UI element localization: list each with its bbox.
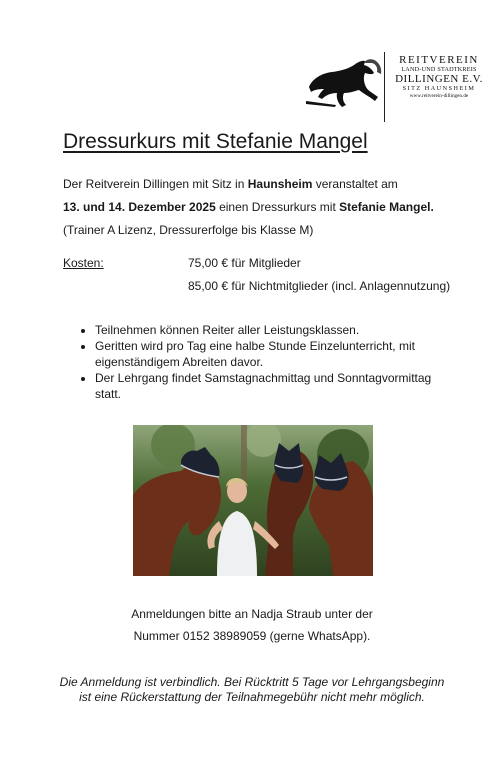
list-item: • Teilnehmen können Reiter aller Leistungsklassen. — [95, 322, 453, 338]
horse-jumping-icon — [306, 57, 386, 109]
logo-divider — [384, 52, 385, 122]
logo-line-1: REITVEREIN — [399, 54, 479, 66]
logo-line-2: LAND-UND STADTKREIS — [401, 66, 477, 73]
trainer-name: Stefanie Mangel. — [339, 200, 434, 214]
intro-location: Haunsheim — [247, 177, 313, 191]
logo-website: www.reitverein-dillingen.de — [409, 93, 469, 99]
costs-label: Kosten: — [63, 256, 104, 270]
page-title: Dressurkurs mit Stefanie Mangel — [63, 130, 368, 153]
intro-text: Der Reitverein Dillingen mit Sitz in — [63, 177, 248, 191]
cancellation-note-line-2: ist eine Rückerstattung der Teilnahmegebühr nicht mehr möglich. — [79, 690, 425, 704]
cancellation-note-line-1: Die Anmeldung ist verbindlich. Bei Rücktritt 5 Tage vor Lehrgangsbeginn — [59, 675, 445, 689]
logo-text — [388, 54, 490, 100]
registration-line-2: Nummer 0152 38989059 (gerne WhatsApp). — [133, 629, 371, 643]
registration-line-1: Anmeldungen bitte an Nadja Straub unter der — [131, 607, 373, 621]
list-item: • Der Lehrgang findet Samstagnachmittag und Sonntagvormittag statt. — [95, 370, 453, 402]
list-item: • Geritten wird pro Tag eine halbe Stunde Einzelunterricht, mit eigenständigem Abreiten davor. — [95, 338, 453, 370]
trainer-with-horses-photo — [133, 425, 373, 576]
intro-line-1 — [63, 177, 398, 191]
logo-line-3: DILLINGEN E.V. — [395, 73, 483, 85]
price-nonmembers: 85,00 € für Nichtmitglieder (incl. Anlagennutzung) — [188, 279, 451, 293]
intro-text: veranstaltet am — [312, 177, 398, 191]
trainer-qualification: (Trainer A Lizenz, Dressurerfolge bis Klasse M) — [63, 223, 314, 237]
intro-text: einen Dressurkurs mit — [215, 200, 340, 214]
logo-line-4: SITZ HAUNSHEIM — [402, 85, 476, 92]
price-members: 75,00 € für Mitglieder — [188, 256, 301, 270]
info-list — [63, 322, 453, 402]
course-date: 13. und 14. Dezember 2025 — [63, 200, 216, 214]
intro-line-2 — [63, 200, 434, 214]
club-logo — [306, 52, 488, 122]
